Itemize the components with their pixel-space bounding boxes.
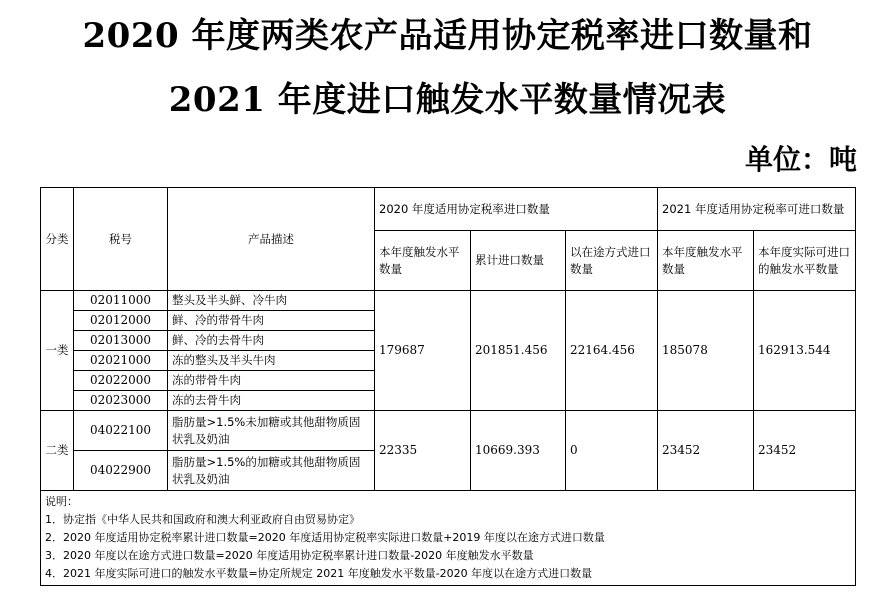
title-line-1: 2020 年度两类农产品适用协定税率进口数量和 [82, 16, 813, 56]
in-transit-value: 22164.456 [566, 291, 658, 411]
header-group-2020: 2020 年度适用协定税率进口数量 [375, 188, 658, 231]
tariff-code: 02022000 [74, 371, 168, 391]
header-cumulative-import: 累计进口数量 [471, 231, 566, 291]
header-trigger-2020: 本年度触发水平数量 [375, 231, 471, 291]
notes-heading: 说明： [45, 495, 78, 508]
title-line-2: 2021 年度进口触发水平数量情况表 [168, 80, 727, 120]
tariff-code: 02013000 [74, 331, 168, 351]
product-description: 冻的带骨牛肉 [168, 371, 375, 391]
note-item: 2．2020 年度适用协定税率累计进口数量=2020 年度适用协定税率实际进口数量+2019 年度以在途方式进口数量 [45, 531, 605, 544]
actual-trigger-2021-value: 23452 [754, 411, 856, 491]
note-item: 1．协定指《中华人民共和国政府和澳大利亚政府自由贸易协定》 [45, 513, 360, 526]
header-group-2021: 2021 年度适用协定税率可进口数量 [658, 188, 856, 231]
product-description: 脂肪量>1.5%未加糖或其他甜物质固状乳及奶油 [168, 411, 375, 451]
notes-section [41, 491, 856, 586]
cumulative-import-value: 201851.456 [471, 291, 566, 411]
product-description: 冻的去骨牛肉 [168, 391, 375, 411]
unit-label: 单位：吨 [744, 143, 857, 176]
product-description: 鲜、冷的带骨牛肉 [168, 311, 375, 331]
in-transit-value: 0 [566, 411, 658, 491]
tariff-code: 02023000 [74, 391, 168, 411]
table-row [41, 291, 856, 311]
tariff-code: 04022900 [74, 451, 168, 491]
trigger-2020-value: 179687 [375, 291, 471, 411]
cumulative-import-value: 10669.393 [471, 411, 566, 491]
table-row [41, 411, 856, 451]
product-description: 脂肪量>1.5%的加糖或其他甜物质固状乳及奶油 [168, 451, 375, 491]
category-cell: 一类 [41, 291, 74, 411]
import-quantity-table [40, 187, 856, 586]
header-description: 产品描述 [168, 188, 375, 291]
header-actual-trigger-2021: 本年度实际可进口的触发水平数量 [754, 231, 856, 291]
product-description: 冻的整头及半头牛肉 [168, 351, 375, 371]
tariff-code: 02021000 [74, 351, 168, 371]
category-cell: 二类 [41, 411, 74, 491]
header-trigger-2021: 本年度触发水平数量 [658, 231, 754, 291]
note-item: 4．2021 年度实际可进口的触发水平数量=协定所规定 2021 年度触发水平数量-2020 年度以在途方式进口数量 [45, 567, 593, 580]
header-in-transit: 以在途方式进口数量 [566, 231, 658, 291]
header-tariff-code: 税号 [74, 188, 168, 291]
product-description: 鲜、冷的去骨牛肉 [168, 331, 375, 351]
product-description: 整头及半头鲜、冷牛肉 [168, 291, 375, 311]
trigger-2021-value: 23452 [658, 411, 754, 491]
tariff-code: 02012000 [74, 311, 168, 331]
tariff-code: 02011000 [74, 291, 168, 311]
note-item: 3．2020 年度以在途方式进口数量=2020 年度适用协定税率累计进口数量-2020 年度触发水平数量 [45, 549, 534, 562]
actual-trigger-2021-value: 162913.544 [754, 291, 856, 411]
trigger-2021-value: 185078 [658, 291, 754, 411]
trigger-2020-value: 22335 [375, 411, 471, 491]
header-category: 分类 [41, 188, 74, 291]
tariff-code: 04022100 [74, 411, 168, 451]
